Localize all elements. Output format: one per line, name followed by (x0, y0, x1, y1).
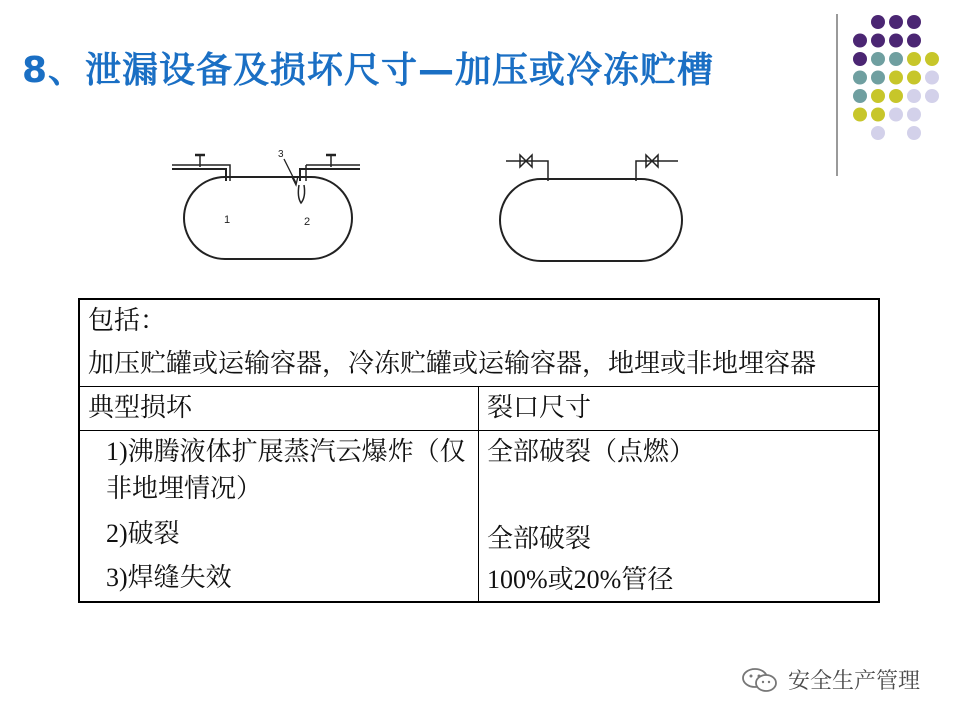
damage-item-2-text: 破裂 (127, 518, 180, 549)
left-tank-diagram (172, 155, 360, 259)
size-item-3-text: 管径 (621, 564, 674, 595)
tank-label-3: 3 (278, 149, 284, 160)
tank-label-1: 1 (224, 214, 231, 226)
intro-label: 包括： (88, 306, 167, 336)
decorative-dot (907, 108, 921, 122)
decorative-dot (889, 71, 903, 85)
decorative-dot (889, 108, 903, 122)
damage-item-2-num: 2) (106, 518, 128, 548)
decorative-dot (853, 108, 867, 122)
divider-line (836, 14, 838, 176)
decorative-dot (907, 34, 921, 48)
decorative-dot (925, 71, 939, 85)
size-item-3-num: 100%或20% (487, 564, 622, 594)
damage-item-3 (88, 560, 470, 597)
decorative-dot (871, 52, 885, 66)
damage-item-1-text: 沸腾液体扩展蒸汽云爆炸（仅非地埋情况） (106, 436, 466, 504)
decorative-dot (889, 34, 903, 48)
leak-spec-table (78, 298, 880, 603)
decorative-dot (853, 71, 867, 85)
decorative-dot-grid (848, 10, 948, 160)
decorative-dot (853, 34, 867, 48)
intro-text: 加压贮罐或运输容器，冷冻贮罐或运输容器，地埋或非地埋容器 (88, 348, 817, 379)
decorative-dot (889, 52, 903, 66)
damage-cell (79, 430, 479, 602)
decorative-dot (925, 52, 939, 66)
decorative-dot (907, 52, 921, 66)
col1-header: 典型损坏 (79, 386, 479, 430)
damage-item-1 (88, 434, 470, 508)
damage-item-3-num: 3) (106, 563, 128, 593)
damage-item-3-text: 焊缝失效 (127, 563, 232, 594)
table-row-header (79, 386, 879, 430)
col2-header: 裂口尺寸 (479, 386, 880, 430)
decorative-dot (871, 34, 885, 48)
wechat-icon (740, 666, 780, 694)
decorative-dot (871, 71, 885, 85)
decorative-dot (925, 89, 939, 103)
damage-item-1-num: 1) (106, 436, 128, 466)
size-cell (479, 430, 880, 602)
intro-cell (79, 299, 879, 386)
watermark-text: 安全生产管理 (788, 669, 921, 694)
decorative-dot (907, 126, 921, 140)
decorative-dot (853, 89, 867, 103)
decorative-dot (889, 89, 903, 103)
decorative-dot (871, 89, 885, 103)
decorative-dot (889, 15, 903, 29)
size-item-2: 全部破裂 (487, 523, 592, 554)
size-item-1: 全部破裂（点燃） (487, 436, 696, 467)
left-tank-body (184, 177, 352, 259)
page-title: 8、泄漏设备及损坏尺寸—加压或冷冻贮槽 (22, 50, 715, 91)
watermark (740, 664, 920, 695)
size-item-3 (487, 562, 870, 599)
decorative-dot (871, 15, 885, 29)
right-tank-diagram (500, 155, 682, 261)
decorative-dot (907, 89, 921, 103)
decorative-dot (853, 52, 867, 66)
tank-label-2: 2 (304, 216, 311, 228)
tank-diagram (160, 145, 700, 270)
table-row-intro (79, 299, 879, 386)
damage-item-2 (88, 516, 470, 553)
right-tank-body (500, 179, 682, 261)
decorative-dot (871, 108, 885, 122)
decorative-dot (907, 71, 921, 85)
decorative-dot (871, 126, 885, 140)
table-row-content (79, 430, 879, 602)
decorative-dot (907, 15, 921, 29)
